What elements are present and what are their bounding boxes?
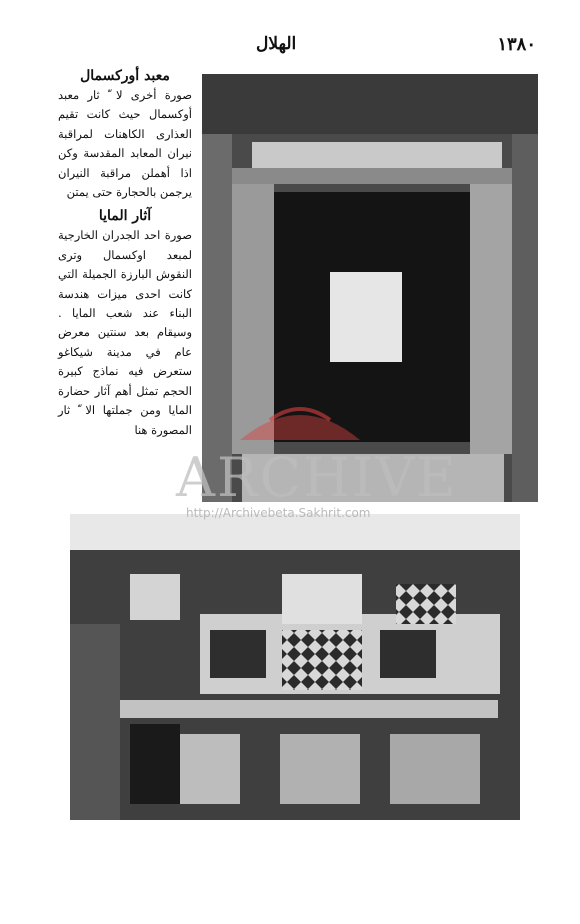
maya-facade-photo [70, 514, 520, 820]
page-number: ١٣٨٠ [497, 34, 536, 55]
archive-watermark-text: ARCHIVE [176, 446, 458, 509]
temple-doorway-image [202, 74, 538, 502]
archive-watermark-url: http://Archivebeta.Sakhrit.com [186, 506, 371, 520]
caption-column [58, 66, 192, 444]
caption-text-maya: صورة احد الجدران الخارجية لمبعد اوكسمال وترى النقوش البارزة الجميلة التي كانت احدى ميزات هندسة البناء عند شعب المايا . وسيقام بعد سنتين معرض عام في مدينة شيكاغو ستعرض فيه نماذج كبيرة الحجم تمثل أهم آثار حضارة المايا ومن جملتها الا ّ ثار المصورة هنا [58, 228, 192, 437]
journal-title: الهلال [256, 34, 297, 54]
caption-text-temple: صورة أخرى لا ّ ثار معبد أوكسمال حيث كانت تقيم العذارى الكاهنات لمراقبة نيران المعابد المقدسة وكن اذا أهملن مراقبة النيران يرجمن بالحجارة حتى يمتن [58, 88, 192, 200]
maya-facade-image [70, 514, 520, 820]
caption-heading-maya: آثار المايا [98, 208, 152, 225]
page-header [0, 34, 580, 58]
temple-doorway-photo [202, 74, 538, 502]
caption-heading-temple: معبد أوركسمال [80, 68, 170, 84]
